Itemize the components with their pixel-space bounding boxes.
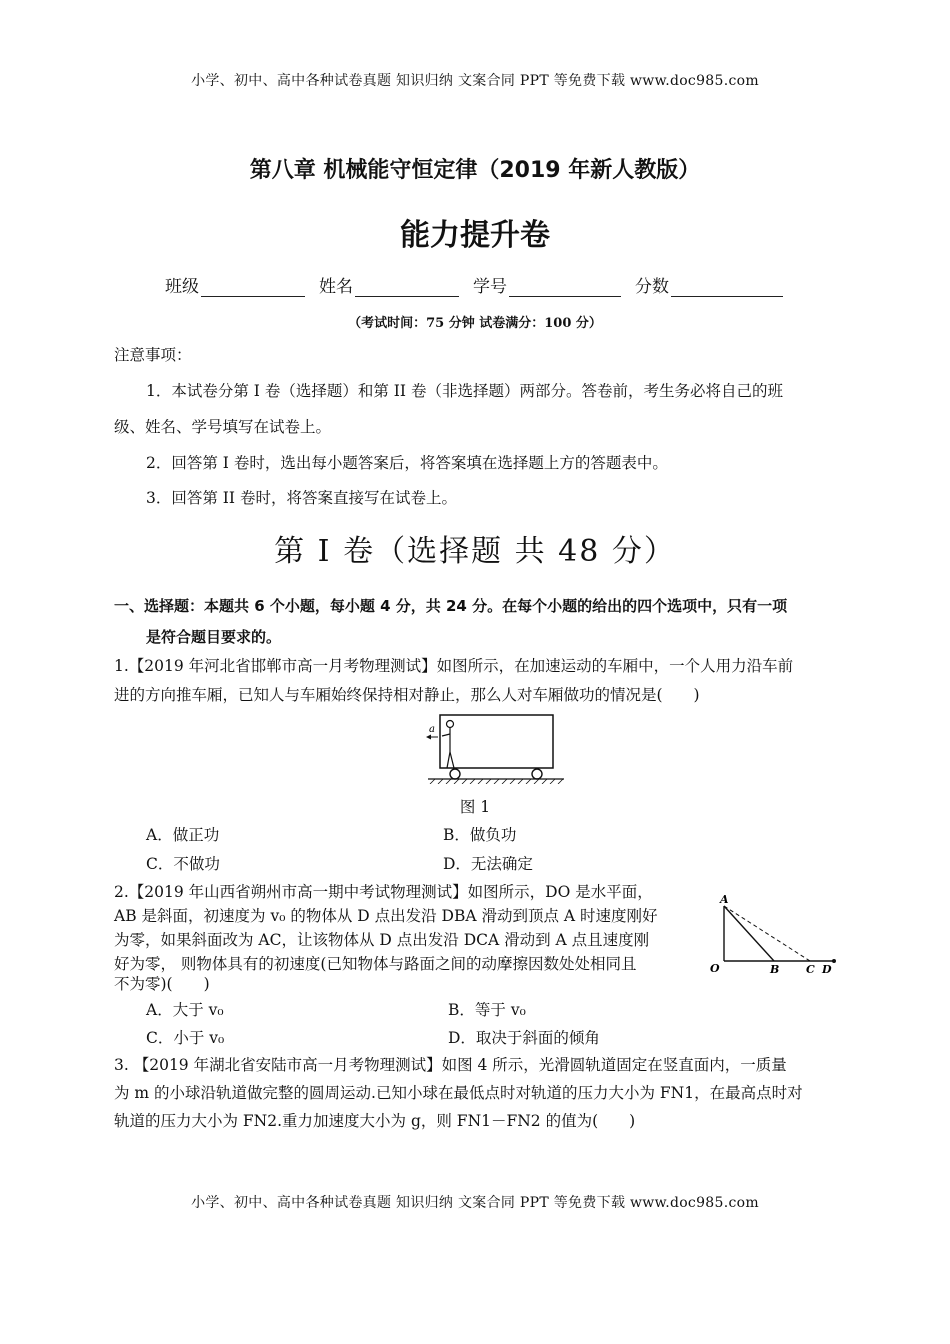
q2-option-c[interactable]: C．小于 v₀: [146, 1029, 225, 1047]
q2-line-4: 好为零， 则物体具有的初速度(已知物体与路面之间的动摩擦因数处处相同且: [114, 955, 637, 973]
field-score: [635, 272, 783, 297]
q1-option-a[interactable]: A．做正功: [146, 826, 220, 844]
info-fields: [165, 272, 797, 297]
field-label: 姓名: [319, 277, 353, 297]
q2-line-1: 2.【2019 年山西省朔州市高一期中考试物理测试】如图所示，DO 是水平面，: [114, 883, 653, 901]
q2-line-2: AB 是斜面，初速度为 v₀ 的物体从 D 点出发沿 DBA 滑动到顶点 A 时速度刚好: [114, 907, 658, 925]
label-O: O: [710, 962, 720, 975]
field-label: 分数: [635, 277, 669, 297]
q3-line-2: 为 m 的小球沿轨道做完整的圆周运动.已知小球在最低点时对轨道的压力大小为 FN1，在最高点时对: [114, 1084, 803, 1102]
label-a: a: [429, 724, 435, 735]
q2-option-d[interactable]: D．取决于斜面的倾角: [448, 1029, 600, 1047]
label-D: D: [822, 963, 832, 976]
field-class: [165, 272, 305, 297]
q1-option-d[interactable]: D．无法确定: [443, 855, 533, 873]
cart-wheel-left: [450, 769, 460, 779]
note-item-2: 2．回答第 I 卷时，选出每小题答案后，将答案填在选择题上方的答题表中。: [146, 454, 668, 472]
q3-line-3: 轨道的压力大小为 FN2.重力加速度大小为 g，则 FN1－FN2 的值为( ): [114, 1112, 636, 1130]
blank-line[interactable]: [201, 278, 305, 297]
q1-line-1: 1.【2019 年河北省邯郸市高一月考物理测试】如图所示，在加速运动的车厢中，一个人用力沿车前: [114, 657, 794, 675]
page-header: 小学、初中、高中各种试卷真题 知识归纳 文案合同 PPT 等免费下载 www.doc985.com: [191, 73, 759, 89]
q2-line-3: 为零，如果斜面改为 AC，让该物体从 D 点出发沿 DCA 滑动到 A 点且速度刚: [114, 931, 650, 949]
label-B: B: [770, 963, 780, 976]
note-item-1: 1．本试卷分第 I 卷（选择题）和第 II 卷（非选择题）两部分。答卷前，考生务必将自己的班: [146, 382, 783, 400]
label-C: C: [806, 963, 815, 976]
q2-option-b[interactable]: B．等于 v₀: [448, 1001, 526, 1019]
q1-line-2: 进的方向推车厢，已知人与车厢始终保持相对静止，那么人对车厢做功的情况是( ): [114, 686, 700, 704]
blank-line[interactable]: [671, 278, 783, 297]
time-info: （考试时间：75 分钟 试卷满分：100 分）: [348, 316, 602, 331]
instructions-line-2: 是符合题目要求的。: [146, 628, 282, 646]
q1-option-c[interactable]: C．不做功: [146, 855, 220, 873]
field-student-id: [473, 272, 621, 297]
cart-body: [440, 715, 553, 768]
q3-line-1: 3. 【2019 年湖北省安陆市高一月考物理测试】如图 4 所示，光滑圆轨道固定在竖直面内，一质量: [114, 1056, 787, 1074]
point-d: [832, 959, 836, 963]
ground-hatch: [430, 779, 563, 784]
notes-heading: 注意事项：: [114, 346, 192, 364]
blank-line[interactable]: [509, 278, 621, 297]
note-item-1-cont: 级、姓名、学号填写在试卷上。: [114, 418, 332, 436]
arrow-head: [426, 735, 431, 740]
blank-line[interactable]: [355, 278, 459, 297]
instructions-line-1: 一、选择题：本题共 6 个小题，每小题 4 分，共 24 分。在每个小题的给出的四个选项中，只有一项: [114, 597, 788, 615]
field-name: [319, 272, 459, 297]
exam-subtitle: 能力提升卷: [400, 218, 550, 253]
q2-line-5: 不为零)( ): [114, 975, 210, 993]
section-title: 第 I 卷（选择题 共 48 分）: [274, 534, 676, 569]
field-label: 学号: [473, 277, 507, 297]
q2-option-a[interactable]: A．大于 v₀: [146, 1001, 224, 1019]
page-footer: 小学、初中、高中各种试卷真题 知识归纳 文案合同 PPT 等免费下载 www.doc985.com: [191, 1195, 759, 1211]
q1-option-b[interactable]: B．做负功: [443, 826, 517, 844]
exam-title: 第八章 机械能守恒定律（2019 年新人教版）: [249, 158, 701, 183]
slope-figure: [706, 892, 846, 976]
cart-figure: [426, 712, 566, 784]
field-label: 班级: [165, 277, 199, 297]
note-item-3: 3．回答第 II 卷时，将答案直接写在试卷上。: [146, 489, 457, 507]
label-A: A: [720, 893, 729, 906]
figure-caption: 图 1: [459, 798, 491, 816]
cart-wheel-right: [532, 769, 542, 779]
person-figure: [442, 721, 454, 769]
